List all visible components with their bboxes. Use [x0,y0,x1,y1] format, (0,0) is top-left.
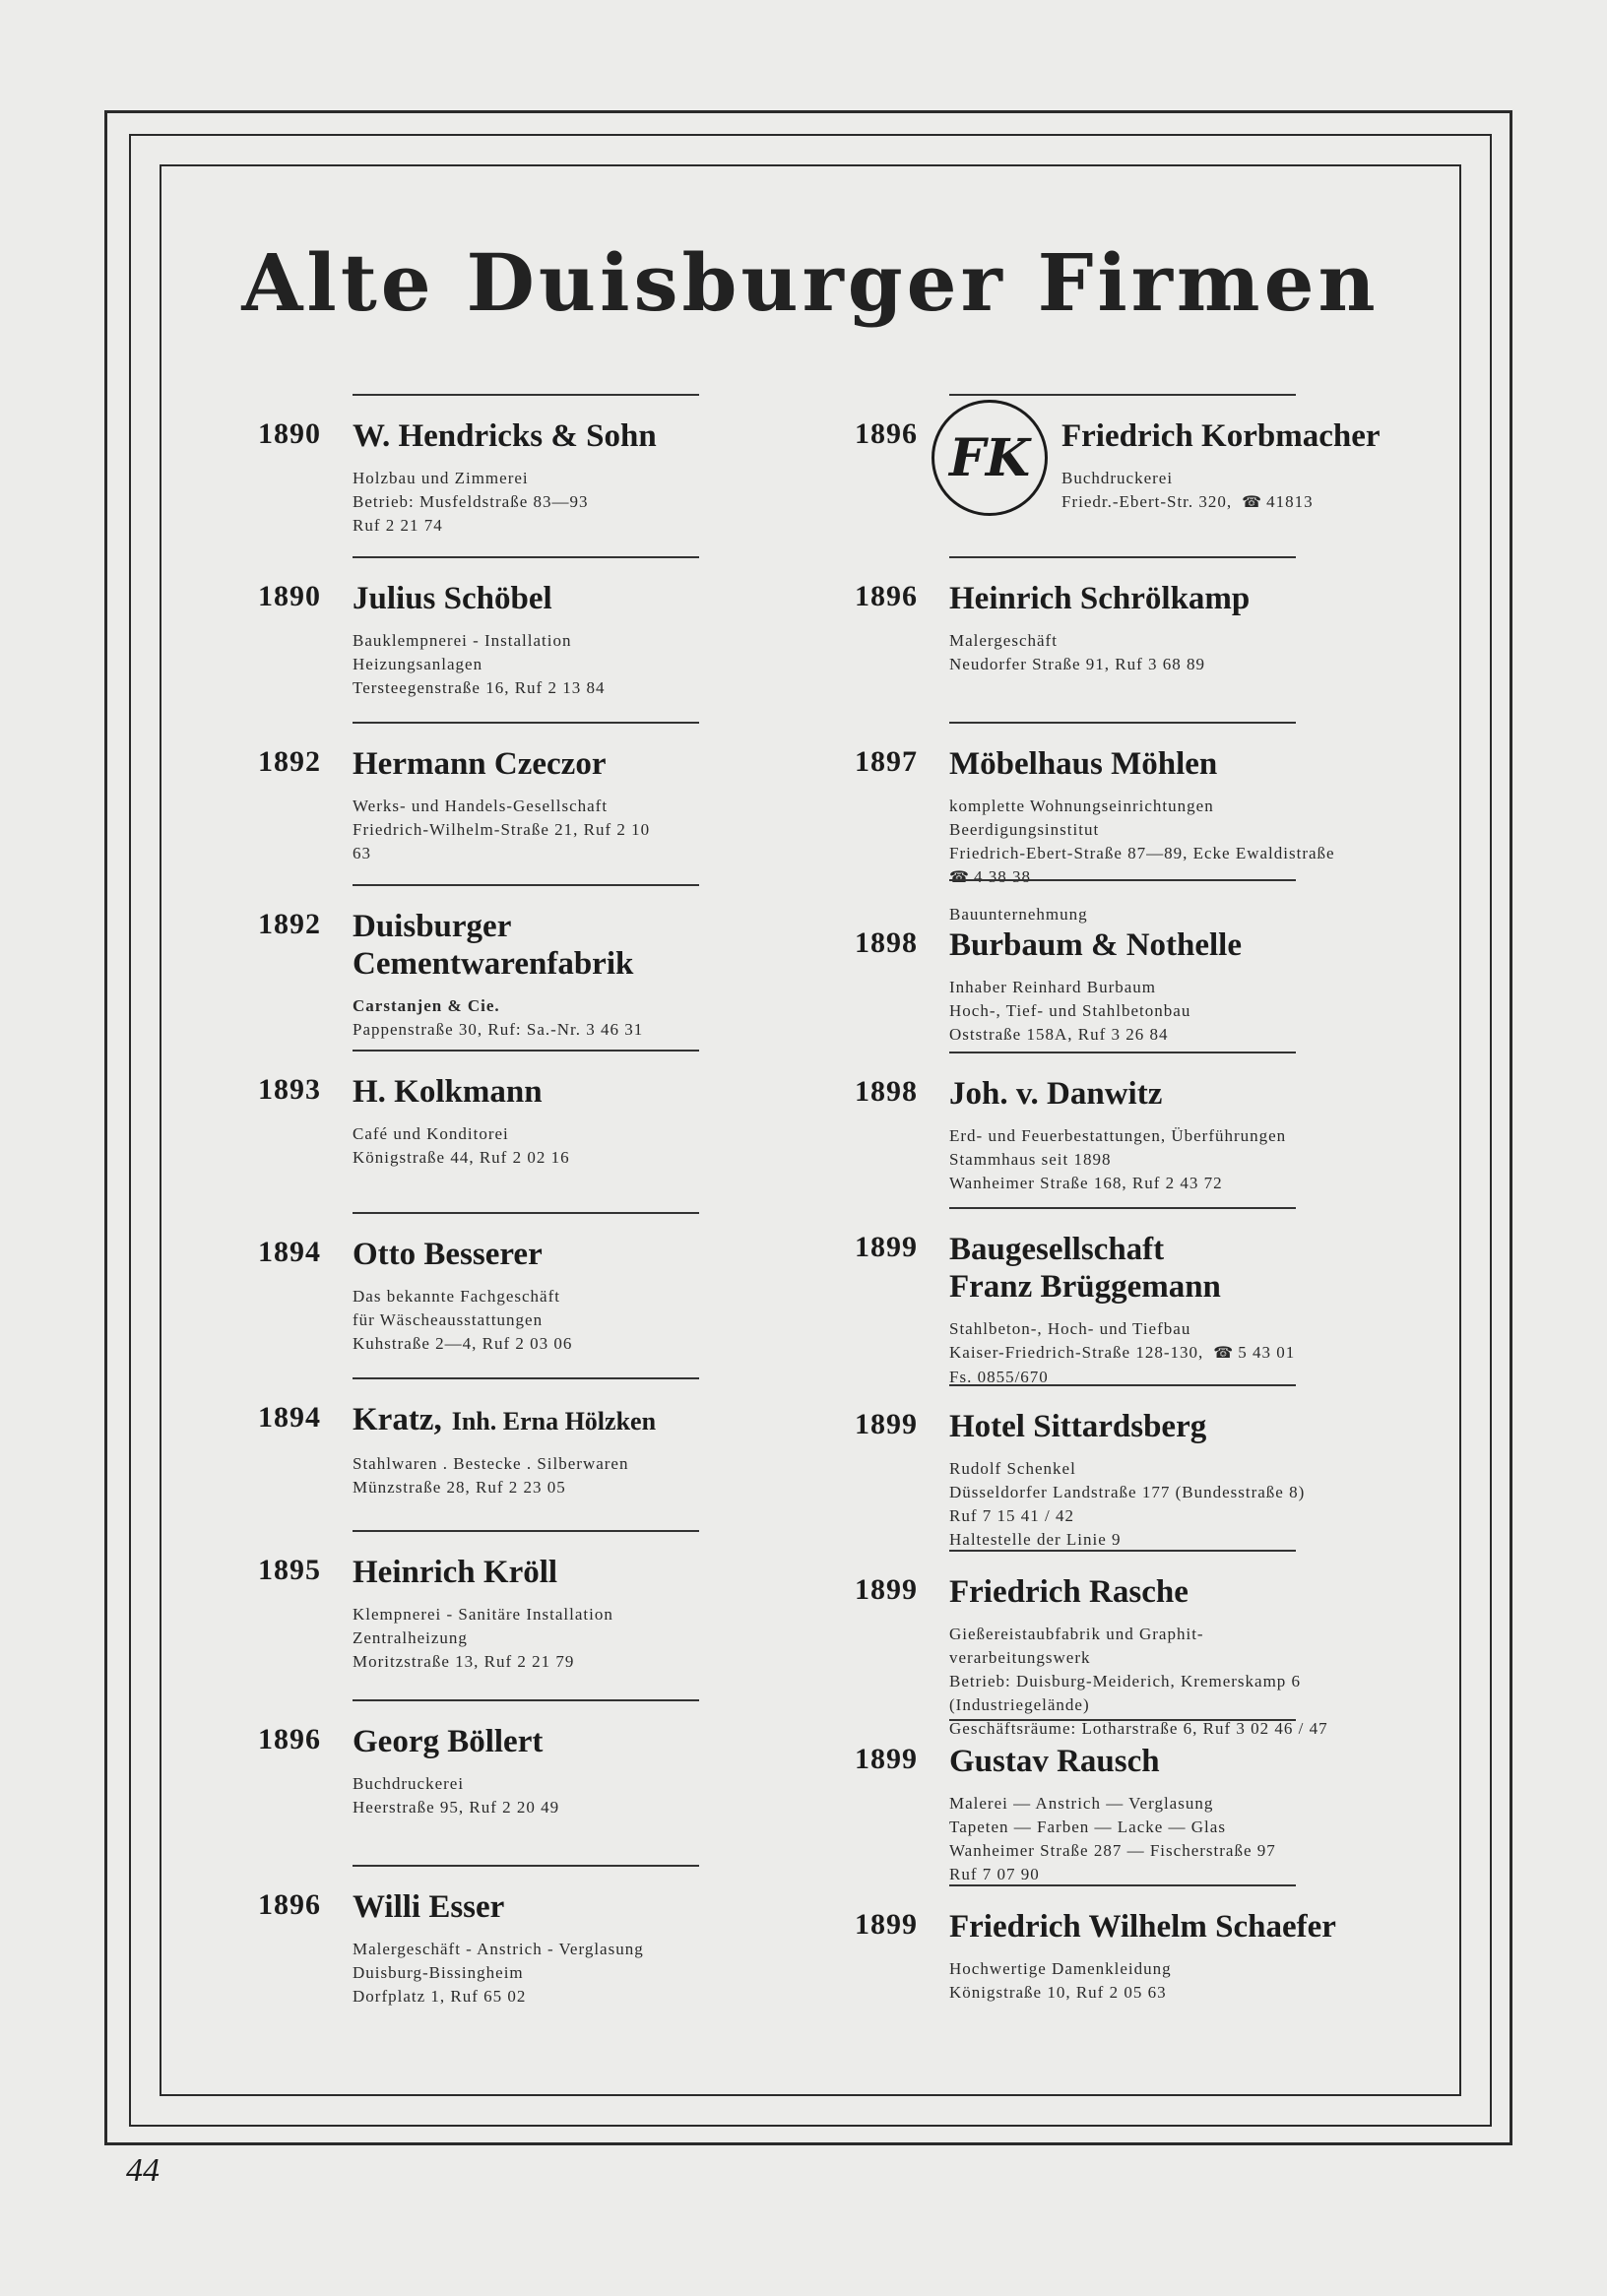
detail-line: Erd- und Feuerbestattungen, Überführungen [949,1126,1287,1145]
detail-line: Friedrich-Wilhelm-Straße 21, Ruf 2 10 63 [353,820,651,862]
firm-name-text: Otto Besserer [353,1237,543,1272]
firm-entry [855,1052,1406,1207]
phone-number: 5 43 01 [1238,1343,1296,1362]
founding-year: 1896 [258,1723,321,1755]
firm-name [353,1073,672,1111]
entry-content [258,1888,672,2009]
firm-name-sub: Inh. Erna Hölzken [451,1407,657,1435]
founding-year: 1890 [258,580,321,612]
firm-entry [855,1207,1406,1384]
firm-name-text: Joh. v. Danwitz [949,1076,1163,1112]
spacer [949,1113,1406,1124]
entry-body [353,1073,672,1170]
entry-content [855,903,1406,1047]
separator-rule [949,1052,1296,1053]
firm-name-text: Kratz, [353,1402,442,1437]
spacer [353,1591,672,1603]
firm-name-text: Duisburger [353,909,512,944]
detail-line: Malergeschäft [949,631,1058,650]
detail-line: Moritzstraße 13, Ruf 2 21 79 [353,1652,575,1671]
detail-line: Duisburg-Bissingheim [353,1963,524,1982]
firm-name [949,1231,1406,1268]
firm-name-text: Hotel Sittardsberg [949,1409,1207,1444]
firm-name [353,1236,672,1273]
entry-pre-line: Bauunternehmung [949,905,1088,924]
founding-year: 1899 [855,1743,918,1775]
entry-content [258,908,672,1042]
page-number: 44 [126,2152,160,2189]
founding-year: 1899 [855,1908,918,1941]
entry-body [949,1231,1406,1389]
firm-name [949,745,1406,783]
detail-line: Klempnerei - Sanitäre Installation [353,1605,613,1624]
entry-content [855,1743,1406,1886]
firm-entry [855,394,1406,556]
separator-rule [353,1050,699,1052]
separator-rule [353,1865,699,1867]
founding-year: 1898 [855,926,918,959]
entry-body [353,745,672,865]
detail-line: Stahlbeton-, Hoch- und Tiefbau [949,1319,1191,1338]
detail-line: Ruf 7 07 90 [949,1865,1040,1883]
entry-body [949,1743,1406,1886]
firm-name [353,745,672,783]
detail-line: Hoch-, Tief- und Stahlbetonbau [949,1001,1191,1020]
entry-content [258,745,672,865]
telephone-icon: ☎ [1213,1345,1235,1362]
firm-name-text: Georg Böllert [353,1724,544,1759]
address-text: Friedr.-Ebert-Str. 320, [1061,492,1233,511]
entry-content [855,417,1406,515]
detail-line: Betrieb: Musfeldstraße 83—93 [353,492,589,511]
address-text: Kaiser-Friedrich-Straße 128-130, [949,1343,1204,1362]
entry-body [949,580,1406,676]
detail-line: Tersteegenstraße 16, Ruf 2 13 84 [353,678,606,697]
founding-year: 1893 [258,1073,321,1106]
spacer [353,1440,672,1452]
firm-name-text: Friedrich Korbmacher [1061,418,1381,454]
separator-rule [353,394,699,396]
firm-entry [258,1377,672,1530]
firm-entry [258,1865,672,2032]
detail-line: komplette Wohnungseinrichtungen [949,797,1214,815]
detail-line: Malergeschäft - Anstrich - Verglasung [353,1940,644,1958]
separator-rule [353,1212,699,1214]
firm-entry [855,1884,1406,2052]
founding-year: 1898 [855,1075,918,1108]
detail-line: Königstraße 44, Ruf 2 02 16 [353,1148,570,1167]
entry-body [949,745,1406,890]
detail-line: Wanheimer Straße 287 — Fischerstraße 97 [949,1841,1276,1860]
firm-name [949,1075,1406,1113]
detail-line: Heizungsanlagen [353,655,483,673]
firm-name-text: Friedrich Wilhelm Schaefer [949,1909,1336,1945]
entry-body [353,1236,672,1356]
firm-entry [258,1530,672,1699]
founding-year: 1894 [258,1401,321,1434]
firm-entry [258,722,672,884]
telephone-icon: ☎ [949,869,970,886]
firm-entry [855,1719,1406,1884]
firm-entry [258,556,672,722]
firm-name [949,1743,1406,1780]
left-column [258,394,672,2032]
detail-line: Stahlwaren . Bestecke . Silberwaren [353,1454,629,1473]
detail-line: Neudorfer Straße 91, Ruf 3 68 89 [949,655,1206,673]
detail-line: Tapeten — Farben — Lacke — Glas [949,1818,1226,1836]
spacer [353,783,672,795]
firm-name-text: Heinrich Schrölkamp [949,581,1251,616]
detail-line: Ruf 2 21 74 [353,516,443,535]
detail-line: Königstraße 10, Ruf 2 05 63 [949,1983,1167,2002]
spacer [353,1926,672,1938]
entry-body [353,1554,672,1674]
detail-line: Münzstraße 28, Ruf 2 23 05 [353,1478,566,1497]
entry-content [855,1231,1406,1389]
spacer [949,1945,1406,1957]
detail-line: Rudolf Schenkel [949,1459,1076,1478]
spacer [353,1760,672,1772]
entry-body [353,1888,672,2009]
page-title: Alte Duisburger Firmen [241,236,1380,329]
entry-content [258,417,672,538]
founding-year: 1892 [258,745,321,778]
firm-name-text: W. Hendricks & Sohn [353,418,657,454]
founding-year: 1899 [855,1408,918,1440]
entry-body [353,1723,672,1819]
separator-rule [353,722,699,724]
separator-rule [949,556,1296,558]
detail-line: Buchdruckerei [353,1774,465,1793]
founding-year: 1895 [258,1554,321,1586]
firm-name-text: Gustav Rausch [949,1744,1160,1779]
firm-name-text: Julius Schöbel [353,581,552,616]
founding-year: 1896 [855,580,918,612]
entry-body [949,1408,1406,1552]
firm-entry [258,394,672,556]
entry-body [949,1908,1406,2005]
firm-name [353,580,672,617]
spacer [949,783,1406,795]
entry-body [353,1401,672,1499]
entry-content [258,1554,672,1674]
founding-year: 1890 [258,417,321,450]
detail-line: Bauklempnerei - Installation [353,631,572,650]
firm-name [353,1554,672,1591]
telephone-icon: ☎ [1242,494,1263,511]
separator-rule [949,722,1296,724]
firm-name-text: Friedrich Rasche [949,1574,1189,1610]
firm-name [353,1888,672,1926]
separator-rule [353,1530,699,1532]
detail-line: Carstanjen & Cie. [353,996,500,1015]
founding-year: 1897 [855,745,918,778]
firm-name [949,1408,1406,1445]
entry-body [1061,417,1406,515]
entry-body [949,1573,1406,1741]
firm-name-text: Hermann Czeczor [353,746,607,782]
firm-name-text: H. Kolkmann [353,1074,543,1110]
detail-line: Düsseldorfer Landstraße 177 (Bundesstraße 8) [949,1483,1306,1501]
detail-line: Hochwertige Damenkleidung [949,1959,1172,1978]
firm-entry [855,722,1406,886]
detail-line: Gießereistaubfabrik und Graphit- [949,1625,1204,1643]
founding-year: 1899 [855,1231,918,1263]
detail-line: Inhaber Reinhard Burbaum [949,978,1156,996]
detail-line: für Wäscheausstattungen [353,1310,544,1329]
detail-line: Oststraße 158A, Ruf 3 26 84 [949,1025,1169,1044]
entry-content [855,1075,1406,1195]
spacer [353,983,672,994]
spacer [353,455,672,467]
detail-line: Haltestelle der Linie 9 [949,1530,1122,1549]
separator-rule [949,394,1296,396]
entry-content [258,1723,672,1819]
entry-content [258,1401,672,1499]
spacer [949,617,1406,629]
entry-content [855,1408,1406,1552]
separator-rule [949,1207,1296,1209]
founding-year: 1894 [258,1236,321,1268]
firm-name [353,1723,672,1760]
entry-content [855,580,1406,676]
firm-entry [258,1699,672,1865]
entry-content [855,1573,1406,1741]
detail-line: Zentralheizung [353,1628,468,1647]
spacer [949,1306,1406,1317]
founding-year: 1896 [855,417,918,450]
entry-body [949,1075,1406,1195]
firm-name-text: Burbaum & Nothelle [949,927,1242,963]
firm-name [949,1908,1406,1945]
firm-entry [855,879,1406,1052]
detail-line: Buchdruckerei [1061,469,1174,487]
detail-line: Ruf 7 15 41 / 42 [949,1506,1074,1525]
entry-content [258,580,672,700]
firm-entry [258,1050,672,1212]
founding-year: 1892 [258,908,321,940]
entry-body [353,417,672,538]
detail-line: Kuhstraße 2—4, Ruf 2 03 06 [353,1334,573,1353]
separator-rule [353,556,699,558]
detail-line: Betrieb: Duisburg-Meiderich, Kremerskamp 6 [949,1672,1302,1690]
separator-rule [353,1377,699,1379]
firm-entry [258,884,672,1050]
firm-name [949,926,1406,964]
firm-name [949,1573,1406,1611]
entry-content [258,1073,672,1170]
spacer [353,1111,672,1122]
detail-line: Wanheimer Straße 168, Ruf 2 43 72 [949,1174,1223,1192]
firm-entry [855,556,1406,722]
firm-entry [855,1550,1406,1738]
firm-name-line2: Franz Brüggemann [949,1269,1221,1305]
detail-line: Werks- und Handels-Gesellschaft [353,797,609,815]
spacer [353,1273,672,1285]
firm-name-line2: Cementwarenfabrik [353,946,634,982]
firm-entry [855,1384,1406,1550]
separator-rule [949,1884,1296,1886]
entry-content [855,745,1406,890]
separator-rule [949,879,1296,881]
firm-name [353,417,672,455]
firm-name-text: Möbelhaus Möhlen [949,746,1218,782]
detail-line: Stammhaus seit 1898 [949,1150,1112,1169]
firm-name [353,1401,672,1440]
firm-name-text: Baugesellschaft [949,1232,1165,1267]
detail-line: verarbeitungswerk [949,1648,1091,1667]
entry-body [353,908,672,1042]
firm-name-text: Willi Esser [353,1889,505,1925]
entry-body [949,903,1406,1047]
separator-rule [353,1699,699,1701]
detail-line: Beerdigungsinstitut [949,820,1100,839]
detail-line: Friedrich-Ebert-Straße 87—89, Ecke Ewaldistraße [949,844,1335,862]
firm-logo-emblem: FK [932,400,1048,516]
phone-number: 4 38 38 [973,867,1031,886]
detail-line: (Industriegelände) [949,1695,1090,1714]
phone-line [1061,490,1406,515]
spacer [949,1445,1406,1457]
phone-number: 41813 [1266,492,1314,511]
detail-line: Dorfplatz 1, Ruf 65 02 [353,1987,527,2006]
separator-rule [353,884,699,886]
spacer [949,1611,1406,1623]
phone-line [949,1341,1406,1366]
detail-line: Malerei — Anstrich — Verglasung [949,1794,1214,1813]
detail-line: Holzbau und Zimmerei [353,469,529,487]
firm-name-text: Heinrich Kröll [353,1555,558,1590]
right-column [855,394,1406,2052]
detail-line: Heerstraße 95, Ruf 2 20 49 [353,1798,560,1817]
firm-name [353,908,672,945]
founding-year: 1896 [258,1888,321,1921]
entry-body [353,580,672,700]
separator-rule [949,1384,1296,1386]
detail-line: Café und Konditorei [353,1124,509,1143]
spacer [353,617,672,629]
founding-year: 1899 [855,1573,918,1606]
detail-line: Pappenstraße 30, Ruf: Sa.-Nr. 3 46 31 [353,1020,644,1039]
detail-line: Fs. 0855/670 [949,1368,1049,1386]
spacer [1061,455,1406,467]
spacer [949,1780,1406,1792]
separator-rule [949,1550,1296,1552]
separator-rule [949,1719,1296,1721]
firm-name [949,580,1406,617]
detail-line: Geschäftsräume: Lotharstraße 6, Ruf 3 02 46 / 47 [949,1719,1328,1738]
detail-line: Das bekannte Fachgeschäft [353,1287,560,1306]
firm-entry [258,1212,672,1377]
entry-content [258,1236,672,1356]
firm-name [1061,417,1406,455]
spacer [949,964,1406,976]
entry-content [855,1908,1406,2005]
